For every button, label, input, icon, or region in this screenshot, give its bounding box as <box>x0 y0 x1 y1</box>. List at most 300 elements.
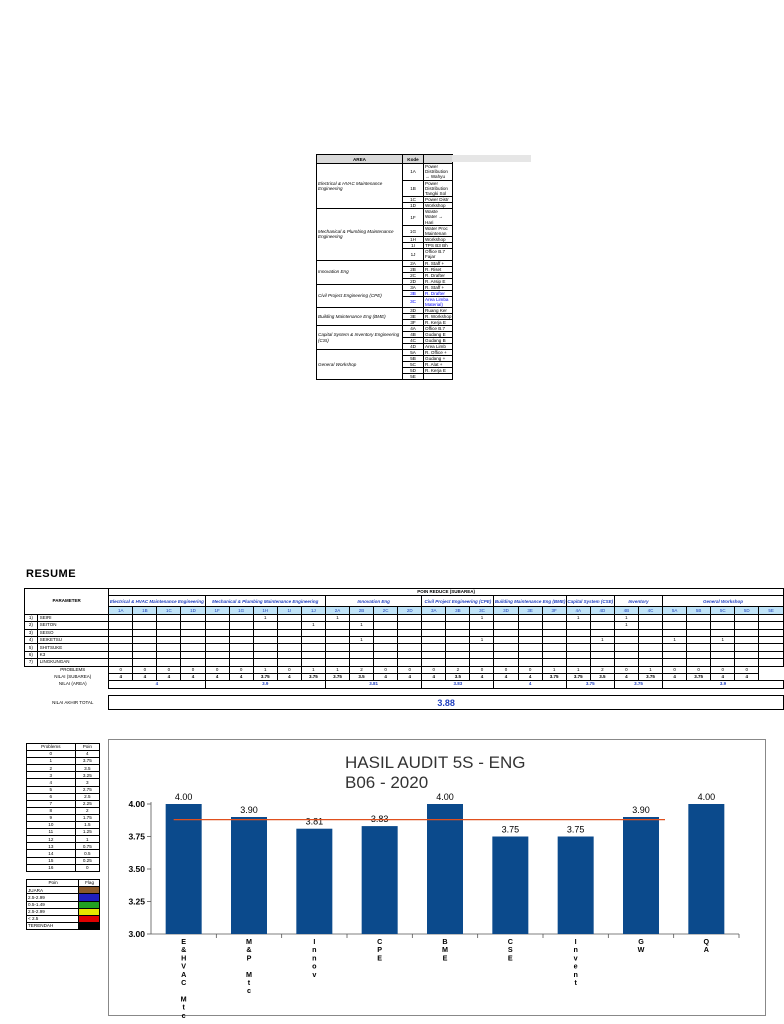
area-lokasi: Power Distr <box>424 197 453 203</box>
bar <box>362 826 398 934</box>
poin-legend-row <box>27 800 100 807</box>
bar-value-label: 3.75 <box>566 824 585 835</box>
subarea-score: 3.5 <box>590 673 614 680</box>
poin-legend-row <box>27 843 100 850</box>
area-row <box>317 350 453 356</box>
poin-legend-cell: 3.75 <box>75 758 99 765</box>
poin-legend-row <box>27 786 100 793</box>
param-mark <box>181 614 205 621</box>
param-mark <box>663 622 687 629</box>
param-mark <box>133 659 157 666</box>
param-mark <box>542 644 566 651</box>
area-name: Capital System & Inventory Engineering (CSI) <box>317 326 403 350</box>
param-mark <box>494 622 518 629</box>
subarea-score: 3.75 <box>638 673 662 680</box>
param-mark <box>205 636 229 643</box>
param-mark <box>687 651 711 658</box>
problem-count: 1 <box>566 666 590 673</box>
problem-count: 0 <box>614 666 638 673</box>
param-mark <box>518 651 542 658</box>
param-mark <box>181 629 205 636</box>
x-category-label: M & P M t c <box>246 937 252 996</box>
param-mark <box>374 622 398 629</box>
flag-swatch <box>79 908 100 915</box>
param-mark <box>446 614 470 621</box>
subarea-score: 4 <box>663 673 687 680</box>
param-mark <box>590 622 614 629</box>
area-lokasi: R. Kerja E <box>424 368 453 374</box>
poin-legend-cell: 2 <box>75 807 99 814</box>
param-mark <box>759 659 784 666</box>
problem-count: 1 <box>542 666 566 673</box>
area-row <box>317 284 453 290</box>
area-kode: 1B <box>403 180 424 197</box>
area-name: Innovation Eng <box>317 260 403 284</box>
param-mark <box>253 629 277 636</box>
param-mark <box>229 636 253 643</box>
area-name: Civil Project Engineering (CPE) <box>317 284 403 307</box>
problem-count: 0 <box>711 666 735 673</box>
param-mark <box>157 622 181 629</box>
param-mark <box>711 629 735 636</box>
area-kode: 2B <box>403 266 424 272</box>
subarea-score: 3.5 <box>350 673 374 680</box>
x-category-label: B M E <box>442 937 448 963</box>
param-mark <box>398 659 422 666</box>
x-category-label: Q A <box>703 937 710 955</box>
param-mark <box>638 629 662 636</box>
param-mark <box>735 636 759 643</box>
param-mark <box>422 651 446 658</box>
problem-count: 0 <box>422 666 446 673</box>
y-tick-label: 3.00 <box>128 929 145 939</box>
bar-value-label: 3.90 <box>240 805 258 815</box>
param-mark <box>157 651 181 658</box>
flag-legend-table <box>26 879 100 930</box>
kode-header: Kode <box>403 155 424 164</box>
problem-count: 1 <box>301 666 325 673</box>
param-mark <box>277 629 301 636</box>
param-mark <box>614 659 638 666</box>
param-mark: 1 <box>663 636 687 643</box>
param-mark <box>109 614 133 621</box>
resume-code: 1J <box>301 607 325 614</box>
subarea-score: 4 <box>157 673 181 680</box>
param-mark <box>687 636 711 643</box>
param-mark <box>711 651 735 658</box>
total-label: NILAI AKHIR TOTAL <box>52 699 94 705</box>
x-category-label: C P E <box>377 937 383 963</box>
resume-total-row <box>25 696 784 710</box>
bar <box>558 837 594 935</box>
area-kode: 1D <box>403 203 424 209</box>
param-mark <box>109 636 133 643</box>
param-mark <box>229 622 253 629</box>
param-mark <box>446 622 470 629</box>
subarea-score: 4 <box>181 673 205 680</box>
param-mark <box>422 636 446 643</box>
area-lokasi: Ruang Ker <box>424 308 453 314</box>
area-kode: 1C <box>403 197 424 203</box>
area-lokasi: R. Arsip E <box>424 278 453 284</box>
poin-legend-cell: 4 <box>27 779 76 786</box>
poin-legend-cell: 0 <box>75 864 99 871</box>
param-mark <box>518 629 542 636</box>
param-mark <box>542 651 566 658</box>
param-mark <box>422 629 446 636</box>
problem-count: 0 <box>277 666 301 673</box>
param-mark <box>638 644 662 651</box>
area-lokasi: Workshop <box>424 203 453 209</box>
poin-legend-cell: 0 <box>27 751 76 758</box>
poin-legend-cell: 12 <box>27 836 76 843</box>
param-mark <box>133 622 157 629</box>
area-score: 4 <box>109 681 205 688</box>
resume-code: 5B <box>687 607 711 614</box>
resume-code-row <box>25 607 784 614</box>
param-mark: 1 <box>711 636 735 643</box>
resume-code: 1H <box>253 607 277 614</box>
param-mark <box>277 651 301 658</box>
poin-legend-cell: 1.75 <box>75 814 99 821</box>
problem-count: 0 <box>133 666 157 673</box>
resume-code: 2D <box>398 607 422 614</box>
param-mark <box>325 651 349 658</box>
param-mark <box>325 622 349 629</box>
param-mark <box>181 622 205 629</box>
area-kode: 5D <box>403 368 424 374</box>
param-mark <box>325 644 349 651</box>
param-mark <box>494 636 518 643</box>
param-number: 7) <box>25 659 38 666</box>
flag-swatch <box>79 901 100 908</box>
subarea-score: 4 <box>711 673 735 680</box>
poin-legend-cell: 2.25 <box>75 800 99 807</box>
area-row <box>317 326 453 332</box>
param-mark <box>638 636 662 643</box>
area-lokasi: Area Limba Material) <box>424 296 453 307</box>
param-mark <box>687 629 711 636</box>
param-name: SHITSUKE <box>37 644 108 651</box>
param-mark <box>422 659 446 666</box>
param-mark <box>374 644 398 651</box>
param-mark <box>253 644 277 651</box>
area-lokasi: Power Distribution Tangki Sol <box>424 180 453 197</box>
param-mark <box>446 629 470 636</box>
param-mark <box>301 629 325 636</box>
bar-value-label: 3.81 <box>305 816 324 827</box>
area-lokasi: R. Drafter <box>424 272 453 278</box>
param-mark <box>542 659 566 666</box>
problem-count: 0 <box>181 666 205 673</box>
area-header: AREA <box>317 155 403 164</box>
area-kode: 2A <box>403 260 424 266</box>
poin-reduce-header: POIN REDUCE (SUBAREA) <box>109 589 784 596</box>
param-mark <box>277 636 301 643</box>
flag-legend-header: Poin <box>27 880 79 887</box>
param-mark: 1 <box>566 614 590 621</box>
param-mark <box>374 651 398 658</box>
resume-group-name: Civil Project Engineering (CPE) <box>422 596 494 607</box>
resume-code: 5A <box>663 607 687 614</box>
param-number: 2) <box>25 622 38 629</box>
flag-label: JUARA <box>27 887 79 894</box>
x-category-label: G W <box>637 937 645 955</box>
subarea-label: NILAI (SUBAREA) <box>54 674 92 680</box>
param-mark <box>277 659 301 666</box>
param-mark <box>638 659 662 666</box>
resume-subarea-row <box>25 673 784 680</box>
param-mark <box>109 651 133 658</box>
area-kode: 5A <box>403 350 424 356</box>
param-mark <box>759 636 784 643</box>
bar <box>492 837 528 935</box>
param-mark <box>663 659 687 666</box>
subarea-score: 4 <box>494 673 518 680</box>
poin-legend-cell: 4 <box>75 751 99 758</box>
area-lokasi: R. Riset <box>424 266 453 272</box>
area-row <box>317 209 453 226</box>
y-tick-label: 3.50 <box>128 864 145 874</box>
poin-legend-row <box>27 765 100 772</box>
area-kode: 3C <box>403 296 424 307</box>
param-mark <box>542 629 566 636</box>
poin-legend-cell: 15 <box>27 857 76 864</box>
poin-legend-row <box>27 857 100 864</box>
param-mark <box>735 659 759 666</box>
x-category-label: E & H V A C M t c <box>180 937 187 1020</box>
parameter-header: PARAMETER <box>25 589 109 615</box>
param-mark <box>350 644 374 651</box>
area-kode: 1I <box>403 243 424 249</box>
param-mark <box>590 644 614 651</box>
param-mark <box>518 636 542 643</box>
param-mark <box>253 659 277 666</box>
subarea-score: 4 <box>422 673 446 680</box>
bar-value-label: 3.75 <box>501 824 520 835</box>
param-mark <box>759 644 784 651</box>
flag-label: < 2.5 <box>27 915 79 922</box>
resume-code: 3C <box>470 607 494 614</box>
param-mark <box>229 651 253 658</box>
param-mark <box>494 659 518 666</box>
param-mark <box>542 614 566 621</box>
param-mark <box>301 644 325 651</box>
resume-code: 3F <box>542 607 566 614</box>
param-mark <box>759 629 784 636</box>
flag-legend-row <box>27 901 100 908</box>
resume-group-name: Mechanical & Plumbing Maintenance Engineering <box>205 596 325 607</box>
param-mark <box>350 659 374 666</box>
param-mark <box>470 659 494 666</box>
param-mark <box>157 629 181 636</box>
resume-param-row <box>25 614 784 621</box>
param-mark <box>157 659 181 666</box>
param-mark <box>759 651 784 658</box>
chart-subtitle: B06 - 2020 <box>345 773 429 792</box>
poin-legend-row <box>27 751 100 758</box>
param-mark <box>374 614 398 621</box>
poin-legend-cell: 14 <box>27 850 76 857</box>
poin-legend-cell: 5 <box>27 786 76 793</box>
area-lokasi: Area Limb <box>424 344 453 350</box>
param-mark <box>614 629 638 636</box>
param-mark <box>301 636 325 643</box>
param-mark <box>566 644 590 651</box>
param-mark <box>590 629 614 636</box>
flag-legend-row <box>27 923 100 930</box>
area-lokasi: Gudang E <box>424 332 453 338</box>
resume-code: 4A <box>566 607 590 614</box>
area-lokasi: TPS B3 Bh <box>424 243 453 249</box>
param-mark <box>229 629 253 636</box>
flag-swatch <box>79 915 100 922</box>
bar-value-label: 4.00 <box>697 792 716 802</box>
param-mark <box>398 629 422 636</box>
param-mark <box>590 651 614 658</box>
param-mark <box>638 622 662 629</box>
param-mark <box>422 622 446 629</box>
bar <box>688 804 724 934</box>
param-mark <box>614 644 638 651</box>
param-mark <box>398 614 422 621</box>
param-mark <box>518 644 542 651</box>
param-mark <box>566 651 590 658</box>
resume-code: 3A <box>422 607 446 614</box>
flag-legend-row <box>27 894 100 901</box>
param-name: LINGKUNGAN <box>37 659 108 666</box>
area-kode: 1F <box>403 209 424 226</box>
area-lokasi: R. Workshop <box>425 314 452 320</box>
resume-code: 4B <box>614 607 638 614</box>
subarea-score: 4 <box>374 673 398 680</box>
subarea-score: 4 <box>133 673 157 680</box>
poin-legend-cell: 3 <box>27 772 76 779</box>
problem-count: 1 <box>253 666 277 673</box>
x-category-label: C S E <box>507 937 513 963</box>
problem-count: 0 <box>470 666 494 673</box>
param-mark <box>711 644 735 651</box>
param-mark <box>566 622 590 629</box>
resume-group-name: General Workshop <box>663 596 784 607</box>
param-name: SEISO <box>37 629 108 636</box>
area-table-header <box>317 155 453 164</box>
area-lokasi: Water Proc Maintenan <box>424 225 453 236</box>
param-mark: 1 <box>590 636 614 643</box>
bar-value-label: 3.90 <box>632 805 650 815</box>
param-mark <box>109 622 133 629</box>
poin-legend-table <box>26 743 100 872</box>
area-kode: 3D <box>403 308 424 314</box>
resume-param-row <box>25 659 784 666</box>
param-mark <box>518 659 542 666</box>
param-mark: 1 <box>253 614 277 621</box>
param-mark <box>542 636 566 643</box>
subarea-score: 4 <box>614 673 638 680</box>
param-mark <box>687 659 711 666</box>
area-name: Building Maintenance Eng (BME) <box>317 308 403 326</box>
param-mark <box>133 629 157 636</box>
poin-legend-row <box>27 822 100 829</box>
resume-code: 5E <box>759 607 784 614</box>
param-mark <box>229 614 253 621</box>
flag-swatch <box>79 894 100 901</box>
param-mark <box>205 644 229 651</box>
param-name: SEITON <box>37 622 108 629</box>
param-mark <box>277 614 301 621</box>
bar <box>623 817 659 934</box>
param-mark <box>109 659 133 666</box>
area-kode: 1H <box>403 237 424 243</box>
poin-legend-row <box>27 758 100 765</box>
param-mark <box>711 659 735 666</box>
audit-chart <box>108 739 766 1020</box>
resume-problems-row <box>25 666 784 673</box>
area-kode: 3E <box>403 314 424 320</box>
area-score: 3.75 <box>614 681 662 688</box>
param-mark <box>253 636 277 643</box>
param-mark <box>663 644 687 651</box>
poin-legend-row <box>27 779 100 786</box>
param-mark <box>494 614 518 621</box>
problem-count: 0 <box>518 666 542 673</box>
problem-count: 0 <box>229 666 253 673</box>
subarea-score: 3.75 <box>566 673 590 680</box>
bar <box>166 804 202 934</box>
poin-legend-header: Poin <box>75 744 99 751</box>
param-mark <box>133 651 157 658</box>
resume-param-row <box>25 644 784 651</box>
param-mark <box>350 651 374 658</box>
area-kode: 1J <box>403 249 424 260</box>
poin-legend-cell: 8 <box>27 807 76 814</box>
bar <box>296 829 332 934</box>
param-mark <box>325 629 349 636</box>
resume-title: RESUME <box>26 568 77 580</box>
param-mark <box>205 651 229 658</box>
param-mark: 1 <box>325 614 349 621</box>
problem-count: 0 <box>494 666 518 673</box>
poin-legend-cell: 10 <box>27 822 76 829</box>
subarea-score: 4 <box>735 673 759 680</box>
area-row <box>317 260 453 266</box>
poin-legend-cell: 1.5 <box>75 822 99 829</box>
flag-legend-row <box>27 887 100 894</box>
area-label: NILAI (AREA) <box>58 681 87 687</box>
resume-code: 3D <box>494 607 518 614</box>
problem-count: 0 <box>687 666 711 673</box>
area-kode: 5E <box>403 374 424 380</box>
resume-code: 1C <box>157 607 181 614</box>
poin-legend-row <box>27 793 100 800</box>
resume-code: 5D <box>735 607 759 614</box>
resume-param-row <box>25 629 784 636</box>
param-mark <box>277 644 301 651</box>
param-mark: 1 <box>614 614 638 621</box>
param-mark <box>446 644 470 651</box>
area-lokasi: R. Kerja E <box>424 320 453 326</box>
area-kode: 4D <box>403 344 424 350</box>
param-mark <box>109 629 133 636</box>
area-kode: 1A <box>403 164 424 181</box>
param-mark: 1 <box>301 622 325 629</box>
subarea-score: 3.75 <box>687 673 711 680</box>
chart-canvas <box>109 740 765 1020</box>
param-mark <box>301 614 325 621</box>
area-lokasi: R. Office + <box>424 350 453 356</box>
param-mark <box>566 629 590 636</box>
problem-count: 0 <box>663 666 687 673</box>
